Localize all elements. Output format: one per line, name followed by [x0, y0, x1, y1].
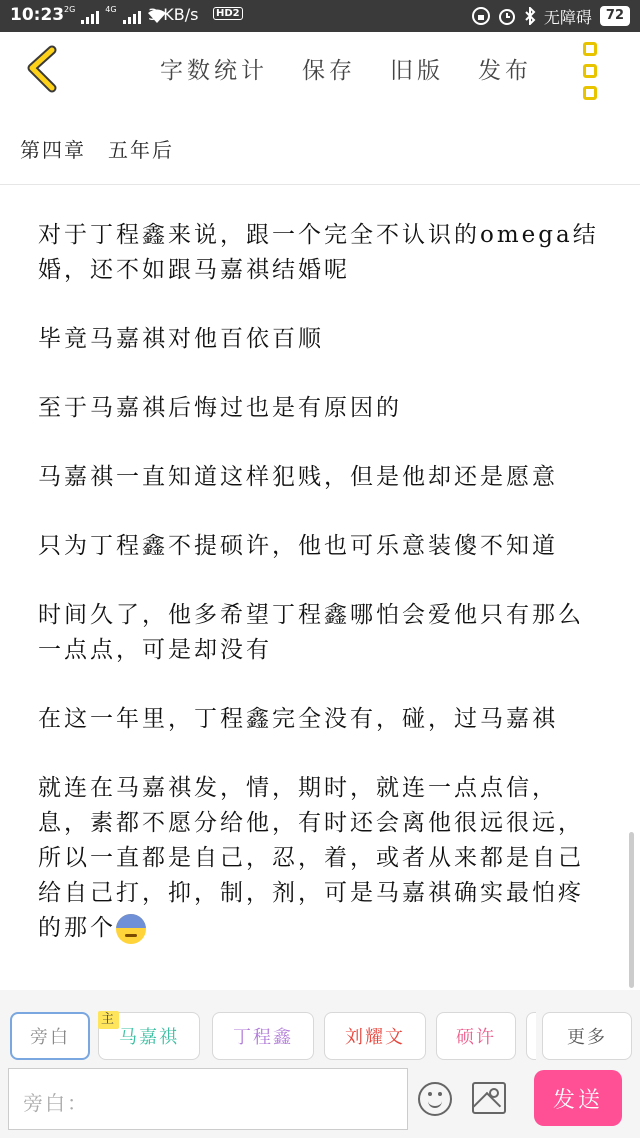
tag-label: 刘耀文	[345, 1027, 405, 1048]
input-bar	[0, 1060, 640, 1138]
scrollbar[interactable]	[629, 832, 634, 988]
hd-badge: HD2	[213, 7, 243, 20]
character-tag-bar	[0, 990, 640, 1060]
paragraph-text: 就连在马嘉祺发，情，期时，就连一点点信，息，素都不愿分给他，有时还会离他很远很远，所以一直都是自己，忍，着，或者从来都是自己给自己打，抑，制，剂，可是马嘉祺确实最怕疼的那个	[38, 775, 584, 941]
paragraph: 毕竟马嘉祺对他百依百顺	[38, 326, 324, 352]
chevron-left-icon	[20, 44, 70, 94]
narration-input[interactable]: 旁白：	[8, 1068, 408, 1130]
tag-label: 旁白	[30, 1027, 70, 1048]
battery-icon: 72	[600, 6, 630, 26]
bluetooth-icon	[524, 7, 536, 25]
chapter-title[interactable]: 第四章 五年后	[20, 138, 174, 162]
tag-label: 硕许	[456, 1027, 496, 1048]
story-content[interactable]	[38, 218, 608, 980]
word-count-button[interactable]: 字数统计	[160, 58, 268, 84]
network-speed: 3 KB/s	[148, 5, 199, 24]
signal-icon-2	[123, 8, 141, 24]
main-badge: 主	[98, 1011, 119, 1029]
lock-rotation-icon	[472, 7, 490, 25]
tag-label: 更多	[567, 1027, 607, 1048]
paragraph: 至于马嘉祺后悔过也是有原因的	[38, 395, 402, 421]
save-button[interactable]: 保存	[302, 58, 356, 84]
status-right-icons	[472, 4, 630, 28]
publish-button[interactable]: 发布	[478, 58, 532, 84]
tag-shuo-xu[interactable]	[436, 1012, 516, 1060]
top-toolbar	[0, 32, 640, 112]
tag-liu-yaowen[interactable]	[324, 1012, 426, 1060]
more-icon	[583, 42, 597, 56]
emoji-icon[interactable]	[418, 1082, 452, 1116]
tag-label: 丁程鑫	[233, 1027, 293, 1048]
paragraph: 马嘉祺一直知道这样犯贱，但是他却还是愿意	[38, 464, 558, 490]
paragraph: 在这一年里，丁程鑫完全没有，碰，过马嘉祺	[38, 706, 558, 732]
send-button[interactable]: 发送	[534, 1070, 622, 1126]
tag-ding-chengxin[interactable]	[212, 1012, 314, 1060]
more-tags-button[interactable]	[542, 1012, 632, 1060]
tag-label: 马嘉祺	[119, 1027, 179, 1048]
net-type-2g: 2G	[64, 5, 76, 14]
paragraph: 对于丁程鑫来说，跟一个完全不认识的omega结婚，还不如跟马嘉祺结婚呢	[38, 222, 599, 283]
accessibility-label: 无障碍	[543, 7, 592, 27]
status-bar	[0, 0, 640, 32]
alarm-icon	[498, 7, 516, 25]
status-time: 10:23	[10, 5, 65, 25]
paragraph: 时间久了，他多希望丁程鑫哪怕会爱他只有那么一点点，可是却没有	[38, 602, 584, 663]
tag-ma-jiaqi[interactable]	[98, 1012, 200, 1060]
signal-icon	[81, 8, 99, 24]
divider	[0, 184, 640, 185]
tag-narration[interactable]	[10, 1012, 90, 1060]
image-icon[interactable]	[472, 1082, 506, 1114]
net-type-4g: 4G	[105, 5, 117, 14]
paragraph: 只为丁程鑫不提硕许，他也可乐意装傻不知道	[38, 533, 558, 559]
back-button[interactable]	[20, 44, 70, 94]
toolbar-menu	[160, 52, 532, 85]
sweat-emoji-icon	[116, 914, 146, 944]
old-version-button[interactable]: 旧版	[390, 58, 444, 84]
tag-partial	[526, 1012, 536, 1060]
paragraph-last	[38, 771, 608, 946]
more-button[interactable]	[578, 42, 602, 100]
